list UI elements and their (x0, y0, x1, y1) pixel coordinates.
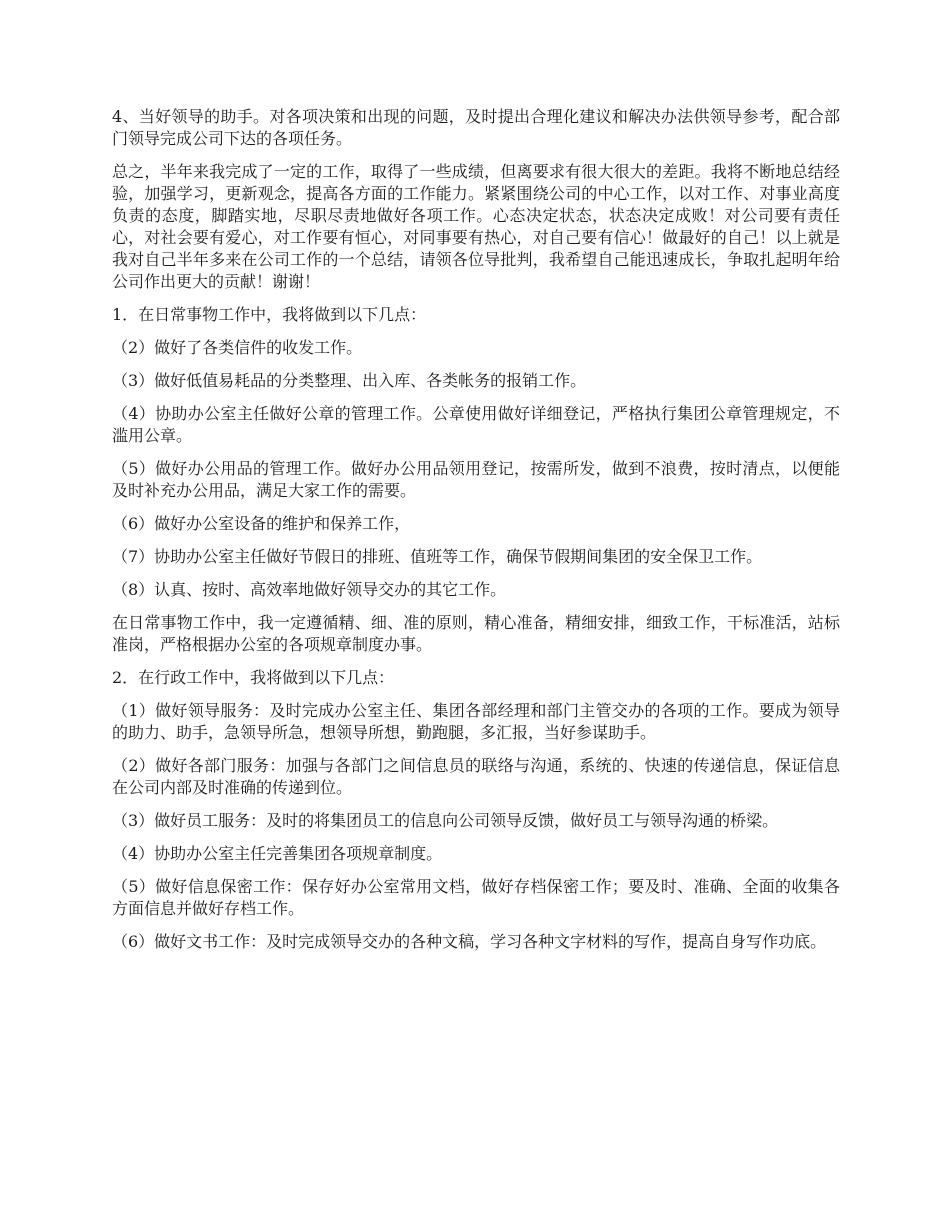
list-item-admin-5: （5）做好信息保密工作：保存好办公室常用文档，做好存档保密工作；要及时、准确、全面的收集各方面信息并做好存档工作。 (112, 877, 840, 918)
paragraph-summary: 总之，半年来我完成了一定的工作，取得了一些成绩，但离要求有很大很大的差距。我将不断地总结经验，加强学习，更新观念，提高各方面的工作能力。紧紧围绕公司的中心工作，以对工作、对事业高度负责的态度，脚踏实地，尽职尽责地做好各项工作。心态决定状态，状态决定成败！对公司要有责任心，对社会要有爱心，对工作要有恒心，对同事要有热心，对自己要有信心！做最好的自己！以上就是我对自己半年多来在公司工作的一个总结，请领各位导批判，我希望自己能迅速成长，争取扎起明年给公司作出更大的贡献！谢谢！ (112, 162, 840, 291)
list-item-admin-3: （3）做好员工服务：及时的将集团员工的信息向公司领导反馈，做好员工与领导沟通的桥梁。 (112, 811, 779, 830)
list-item-daily-8: （8）认真、按时、高效率地做好领导交办的其它工作。 (112, 580, 507, 599)
list-item-daily-7: （7）协助办公室主任做好节假日的排班、值班等工作，确保节假期间集团的安全保卫工作。 (112, 547, 763, 566)
list-item-daily-2: （2）做好了各类信件的收发工作。 (112, 338, 363, 357)
paragraph-daily-principles: 在日常事物工作中，我一定遵循精、细、准的原则，精心准备，精细安排，细致工作，干标准活，站标准岗，严格根据办公室的各项规章制度办事。 (112, 613, 840, 654)
list-item-daily-5: （5）做好办公用品的管理工作。做好办公用品领用登记，按需所发，做到不浪费，按时清点，以便能及时补充办公用品，满足大家工作的需要。 (112, 459, 840, 500)
section-heading-admin-work: 2．在行政工作中，我将做到以下几点： (112, 668, 395, 687)
list-item-admin-6: （6）做好文书工作：及时完成领导交办的各种文稿，学习各种文字材料的写作，提高自身写作功底。 (112, 932, 827, 951)
list-item-daily-3: （3）做好低值易耗品的分类整理、出入库、各类帐务的报销工作。 (112, 371, 587, 390)
section-heading-daily-work: 1．在日常事物工作中，我将做到以下几点： (112, 305, 427, 324)
list-item-admin-2: （2）做好各部门服务：加强与各部门之间信息员的联络与沟通，系统的、快速的传递信息，保证信息在公司内部及时准确的传递到位。 (112, 756, 840, 797)
list-item-admin-1: （1）做好领导服务：及时完成办公室主任、集团各部经理和部门主管交办的各项的工作。要成为领导的助力、助手，急领导所急，想领导所想，勤跑腿，多汇报，当好参谋助手。 (112, 701, 840, 742)
document-page (112, 106, 840, 964)
list-item-admin-4: （4）协助办公室主任完善集团各项规章制度。 (112, 844, 443, 863)
paragraph-assistant-role: 4、当好领导的助手。对各项决策和出现的问题，及时提出合理化建议和解决办法供领导参考，配合部门领导完成公司下达的各项任务。 (112, 107, 840, 148)
list-item-daily-6: （6）做好办公室设备的维护和保养工作， (112, 514, 411, 533)
list-item-daily-4: （4）协助办公室主任做好公章的管理工作。公章使用做好详细登记，严格执行集团公章管理规定，不滥用公章。 (112, 404, 840, 445)
